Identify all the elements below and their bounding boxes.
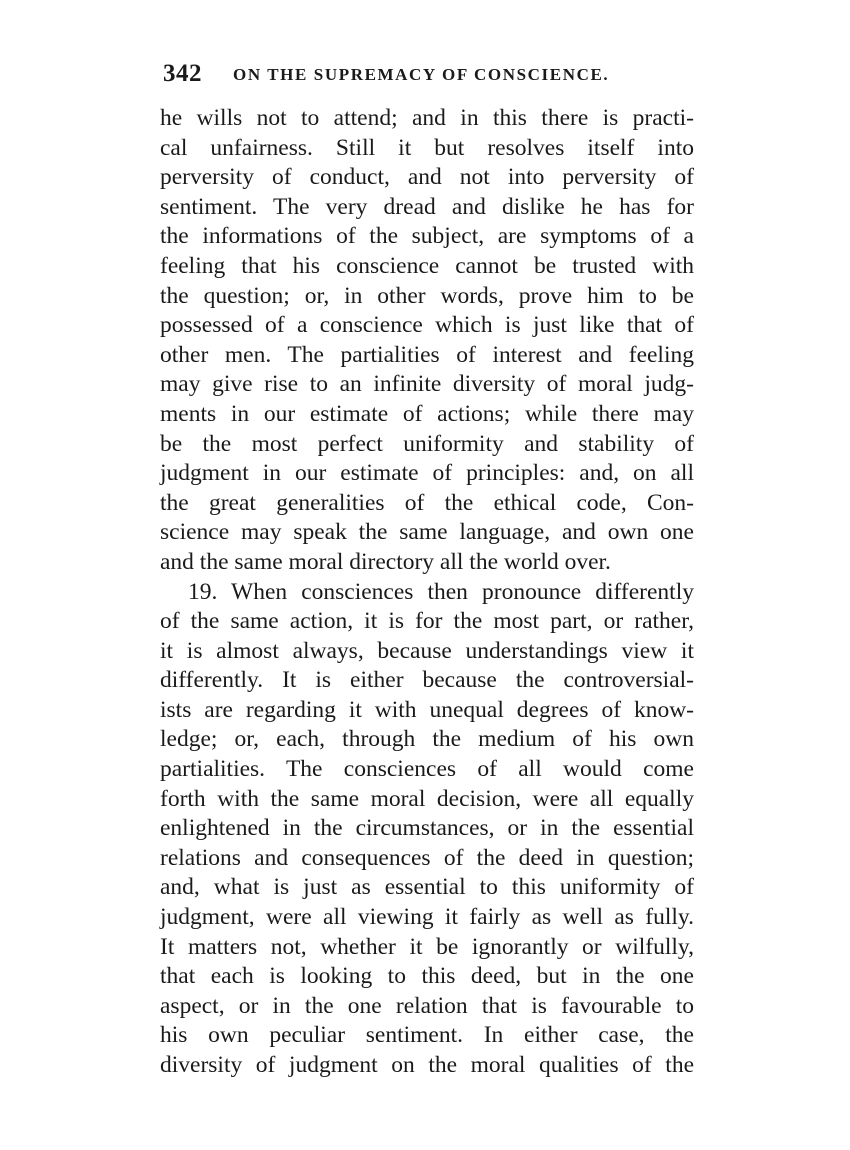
text-line: aspect, or in the one relation that is favourable to (160, 992, 694, 1019)
text-line: his own peculiar sentiment. In either case, the (160, 1022, 694, 1049)
paragraph-continued (160, 104, 694, 578)
text-line: ledge; or, each, through the medium of his own (160, 726, 694, 753)
text-line: science may speak the same language, and own one (160, 519, 694, 546)
text-line: It matters not, whether it be ignorantly or wilfully, (160, 933, 694, 960)
text-line: and the same moral directory all the world over. (160, 548, 611, 575)
text-line: forth with the same moral decision, were all equally (160, 785, 694, 812)
text-line: of the same action, it is for the most part, or rather, (160, 608, 694, 635)
text-line: the informations of the subject, are symptoms of a (160, 223, 694, 250)
text-line: it is almost always, because understandings view it (160, 637, 694, 664)
text-line: other men. The partialities of interest and feeling (160, 341, 694, 368)
text-line: feeling that his conscience cannot be trusted with (160, 252, 694, 279)
text-line: may give rise to an infinite diversity of moral judg- (160, 371, 694, 398)
text-line: relations and consequences of the deed in question; (160, 844, 694, 871)
running-head: ON THE SUPREMACY OF CONSCIENCE. (233, 65, 610, 84)
page-header (163, 60, 703, 90)
text-line: perversity of conduct, and not into perversity of (160, 164, 694, 191)
text-line: judgment in our estimate of principles: and, on all (160, 460, 694, 487)
page-body (160, 104, 694, 1081)
page-number: 342 (163, 60, 202, 87)
text-line: enlightened in the circumstances, or in the essential (160, 815, 694, 842)
text-line: be the most perfect uniformity and stability of (160, 430, 694, 457)
text-line: he wills not to attend; and in this there is practi- (160, 105, 694, 131)
text-line: and, what is just as essential to this uniformity of (160, 874, 694, 901)
text-line: possessed of a conscience which is just like that of (160, 312, 694, 339)
text-line: ments in our estimate of actions; while there may (160, 400, 694, 427)
text-line: diversity of judgment on the moral qualities of the (160, 1052, 694, 1078)
section-number: 19. (188, 578, 218, 605)
text-line: the question; or, in other words, prove him to be (160, 282, 694, 309)
section-19-paragraph (160, 578, 694, 1081)
text-line: that each is looking to this deed, but in the one (160, 963, 694, 990)
text-line-first (160, 578, 694, 608)
text-line: ists are regarding it with unequal degrees of know- (160, 696, 694, 723)
text-line: sentiment. The very dread and dislike he has for (160, 193, 694, 220)
section-first-line-text: When consciences then pronounce differently (231, 578, 694, 605)
text-line: differently. It is either because the controversial- (160, 667, 694, 694)
text-line: cal unfairness. Still it but resolves itself into (160, 134, 694, 161)
text-line: judgment, were all viewing it fairly as well as fully. (160, 904, 694, 931)
text-line: the great generalities of the ethical code, Con- (160, 489, 694, 516)
text-line: partialities. The consciences of all would come (160, 756, 694, 783)
